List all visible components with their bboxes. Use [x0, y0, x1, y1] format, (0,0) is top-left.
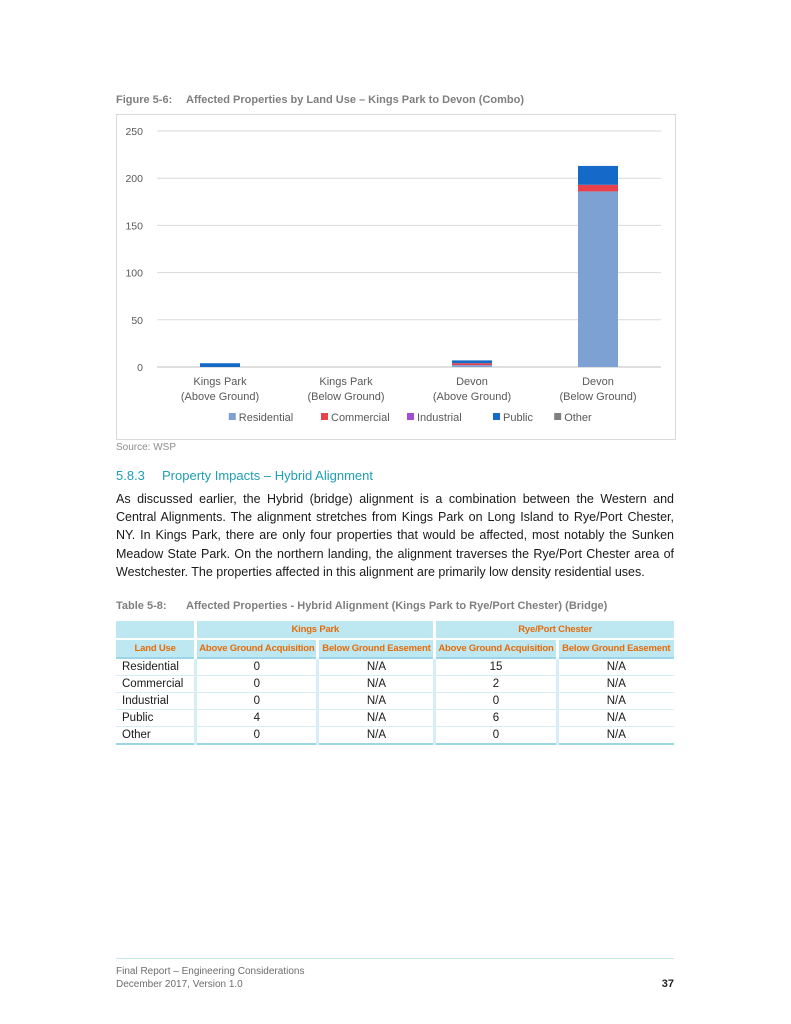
section-number: 5.8.3: [116, 468, 145, 483]
legend-label: Public: [503, 412, 533, 424]
table-cell: 2: [435, 676, 557, 693]
legend-swatch: [493, 413, 500, 420]
legend-swatch: [321, 413, 328, 420]
table-cell: 0: [196, 727, 318, 745]
affected-properties-table: [116, 621, 674, 745]
table-cell: N/A: [557, 693, 674, 710]
footer-divider: [116, 958, 674, 959]
table-cell: N/A: [318, 710, 435, 727]
bar-segment-public: [452, 360, 492, 363]
table-group-header: Rye/Port Chester: [435, 621, 674, 639]
figure-source: Source: WSP: [116, 442, 177, 453]
y-tick-label: 50: [131, 314, 143, 327]
x-tick-label: (Above Ground): [432, 391, 512, 403]
chart-container: [116, 114, 676, 440]
bar-segment-residential: [452, 365, 492, 367]
table-cell: 0: [435, 693, 557, 710]
table-cell: N/A: [557, 676, 674, 693]
table-column-header-row: [116, 639, 674, 658]
x-tick-label: (Below Ground): [559, 391, 637, 403]
x-tick-label: (Above Ground): [180, 391, 260, 403]
x-tick-label: (Below Ground): [307, 391, 385, 403]
y-tick-label: 200: [125, 173, 143, 186]
legend-label: Industrial: [417, 412, 462, 424]
table-cell: 0: [435, 727, 557, 745]
stacked-bar-chart: [117, 115, 675, 439]
legend-swatch: [229, 413, 236, 420]
bar-segment-public: [578, 166, 618, 185]
table-cell: 4: [196, 710, 318, 727]
footer-info: [116, 965, 304, 991]
table-column-header: Land Use: [116, 639, 196, 658]
table-caption: [116, 600, 607, 612]
table-cell: N/A: [557, 658, 674, 676]
table-group-header-row: [116, 621, 674, 639]
section-heading: [116, 468, 373, 483]
y-tick-label: 100: [125, 267, 143, 280]
table-cell: 0: [196, 676, 318, 693]
table-cell: Public: [116, 710, 196, 727]
table-row: [116, 727, 674, 745]
x-tick-label: Kings Park: [319, 376, 373, 388]
figure-caption: [116, 94, 524, 106]
table-number: Table 5-8:: [116, 600, 167, 612]
x-tick-label: Kings Park: [193, 376, 247, 388]
x-tick-label: Devon: [456, 376, 488, 388]
legend-label: Commercial: [331, 412, 390, 424]
footer-date-version: December 2017, Version 1.0: [116, 979, 243, 990]
table-row: [116, 676, 674, 693]
bar-segment-residential: [578, 191, 618, 367]
table-cell: N/A: [318, 693, 435, 710]
bar-segment-commercial: [578, 185, 618, 192]
table-column-header: Above Ground Acquisition: [196, 639, 318, 658]
table-cell: N/A: [557, 727, 674, 745]
table-column-header: Above Ground Acquisition: [435, 639, 557, 658]
footer-report-title: Final Report – Engineering Considerations: [116, 966, 305, 977]
y-tick-label: 150: [125, 220, 143, 233]
table-group-header: Kings Park: [196, 621, 435, 639]
y-tick-label: 250: [125, 126, 143, 138]
table-title: Affected Properties - Hybrid Alignment (Kings Park to Rye/Port Chester) (Bridge): [186, 600, 608, 612]
legend-label: Other: [564, 412, 592, 424]
table-cell: Industrial: [116, 693, 196, 710]
table-cell: 6: [435, 710, 557, 727]
table-cell: N/A: [318, 676, 435, 693]
x-tick-label: Devon: [582, 376, 614, 388]
table-row: [116, 658, 674, 676]
table-column-header: Below Ground Easement: [318, 639, 435, 658]
figure-title: Affected Properties by Land Use – Kings Park to Devon (Combo): [186, 94, 525, 106]
bar-segment-public: [200, 363, 240, 367]
table-cell: N/A: [557, 710, 674, 727]
table-cell: Residential: [116, 658, 196, 676]
legend-swatch: [554, 413, 561, 420]
legend-label: Residential: [238, 412, 294, 424]
table-cell: 0: [196, 693, 318, 710]
table-cell: 0: [196, 658, 318, 676]
table-cell: 15: [435, 658, 557, 676]
y-tick-label: 0: [137, 362, 143, 374]
section-paragraph: As discussed earlier, the Hybrid (bridge) alignment is a combination between the Western and Central Alignments. The alignment stretches from Kings Park on Long Island to Rye/Port Chester, NY. In Kings Park, there are only four properties that would be affected, most notably the Sunken Meadow State Park. On the northern landing, the alignment traverses the Rye/Port Chester area of Westchester. The properties affected in this alignment are primarily low density residential uses.: [116, 492, 674, 579]
table-row: [116, 693, 674, 710]
table-cell: N/A: [318, 658, 435, 676]
table-cell: N/A: [318, 727, 435, 745]
figure-number: Figure 5-6:: [116, 94, 173, 106]
bar-segment-commercial: [452, 363, 492, 365]
table-cell: Commercial: [116, 676, 196, 693]
table-group-blank: [116, 621, 196, 639]
section-title: Property Impacts – Hybrid Alignment: [162, 468, 373, 483]
table-column-header: Below Ground Easement: [557, 639, 674, 658]
table-cell: Other: [116, 727, 196, 745]
legend-swatch: [407, 413, 414, 420]
table-row: [116, 710, 674, 727]
page-number: 37: [661, 978, 674, 990]
